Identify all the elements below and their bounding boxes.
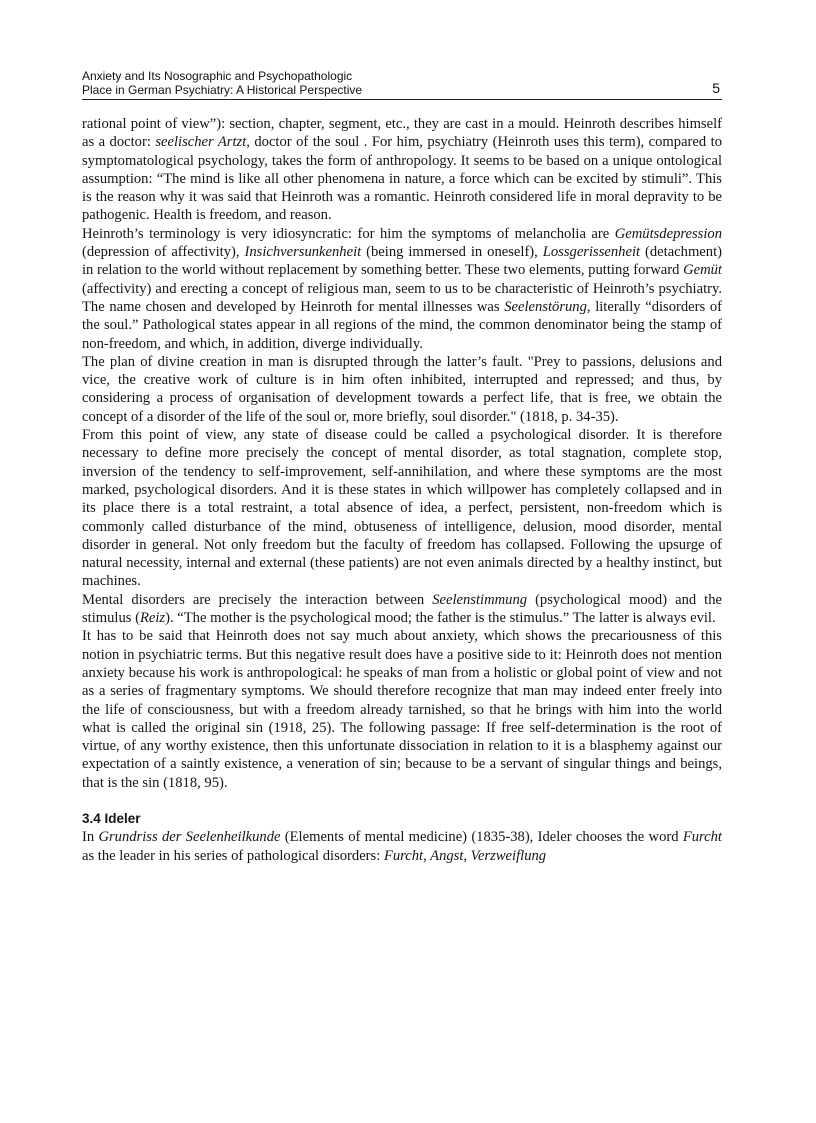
page-number: 5 — [712, 80, 720, 96]
italic-term: Furcht — [682, 829, 722, 846]
text-run: The plan of divine creation in man is disrupted through the latter’s fault. "Prey to passions, delusions and vice, the creative work of culture is in him often inhibited, interrupted and repressed; and thus, by considering a process of organisation of development towards a perfect life, that is free, we obtain the concept of a disorder of the life of the soul or, more briefly, soul disorder." (1818, p. 34-35). — [82, 353, 722, 425]
text-run: , literally “disorders of the soul.” Pathological states appear in all regions of the mind, the common denominator being the stamp of non-freedom, and which, in addition, diverge individually. — [82, 298, 722, 352]
text-run: From this point of view, any state of disease could be called a psychological disorder. It is therefore necessary to define more precisely the concept of mental disorder, as total stagnation, complete stop, inversion of the tendency to self-improvement, self-annihilation, and where these symptoms are the most marked, psychological disorders. And it is these states in which willpower has completely collapsed and in its place there is a total restraint, a total absence of idea, a perfect, persistent, non-freedom which is commonly called disturbance of the mind, obtuseness of intelligence, delusion, mood disorder, mental disorder in general. Not only freedom but the faculty of freedom has collapsed. Following the upsurge of natural necessity, internal and external (these patients) are not even animals directed by a healthy instinct, but machines. — [82, 427, 722, 590]
text-run: In — [82, 829, 99, 846]
italic-term: Gemütsdepression — [614, 225, 722, 242]
paragraph — [82, 591, 722, 628]
italic-term: Gemüt — [683, 262, 722, 279]
running-title-line-2: Place in German Psychiatry: A Historical Perspective — [82, 83, 363, 97]
section-heading: 3.4 Ideler — [82, 811, 141, 827]
text-run: It has to be said that Heinroth does not say much about anxiety, which shows the precariousness of this notion in psychiatric terms. But this negative result does have a positive side to it: Heinroth does not mention anxiety because his work is anthropological: he speaks of man from a holistic or global point of view and not as a series of fragmentary symptoms. We should therefore recognize that man may indeed enter freely into the life of consciousness, but with a freedom already tarnished, so that he brings with him into the world what is called the original sin (1918, 25). The following passage: If free self-determination is the root of virtue, of any worthy existence, then this unfortunate dissociation in relation to it is a blasphemy against our expectation of a saintly existence, a veneration of sin; because to be a servant of singular things and beings, that is the sin (1818, 95). — [82, 628, 722, 791]
running-title-line-1: Anxiety and Its Nosographic and Psychopathologic — [82, 69, 353, 83]
running-header — [82, 69, 722, 100]
text-run: Heinroth’s terminology is very idiosyncratic: for him the symptoms of melancholia are — [82, 225, 615, 242]
italic-term: seelischer Artzt — [155, 134, 247, 151]
text-run: (Elements of mental medicine) (1835-38), Ideler chooses the word — [280, 829, 683, 846]
body-text — [82, 115, 722, 865]
italic-term: Insichversunkenheit — [244, 244, 362, 261]
text-run: (psychological mood) and the stimulus ( — [82, 591, 723, 627]
paragraph — [82, 627, 722, 792]
text-run: , doctor of the soul . For him, psychiatry (Heinroth uses this term), compared to symptomatological psychology, takes the form of anthropology. It seems to be based on a unique ontological assumption: “The mind is like all other phenomena in nature, a force which can be excited by stimuli”. This is the reason why it was said that Heinroth was a romantic. Heinroth considered life in moral depravity to be pathogenic. Health is freedom, and reason. — [82, 134, 722, 224]
italic-term: Reiz — [139, 610, 166, 627]
text-run: rational point of view”): section, chapter, segment, etc., they are cast in a mould. Heinroth describes himself as a doctor: — [82, 116, 722, 151]
text-run: Mental disorders are precisely the interaction between — [82, 591, 433, 608]
text-run: (being immersed in oneself), — [361, 244, 543, 261]
italic-term: Seelenstörung — [504, 298, 587, 315]
text-run: as the leader in his series of pathological disorders: — [82, 847, 384, 864]
paragraph — [82, 225, 722, 353]
italic-term: Furcht, Angst, Verzweiflung — [383, 847, 547, 864]
italic-term: Lossgerissenheit — [542, 244, 641, 261]
text-run: (affectivity) and erecting a concept of religious man, seem to us to be characteristic of Heinroth’s psychiatry. The name chosen and developed by Heinroth for mental illnesses was — [82, 280, 722, 315]
section-paragraph — [82, 828, 722, 865]
running-title — [82, 69, 362, 97]
paragraph — [82, 115, 722, 225]
text-run: (depression of affectivity), — [82, 244, 245, 261]
paragraph — [82, 353, 722, 426]
paragraph — [82, 426, 722, 591]
text-run: ). “The mother is the psychological mood; the father is the stimulus.” The latter is always evil. — [165, 610, 716, 627]
italic-term: Seelenstimmung — [432, 591, 528, 608]
text-run: (detachment) in relation to the world without replacement by something better. These two elements, putting forward — [82, 244, 722, 279]
italic-term: Grundriss der Seelenheilkunde — [98, 829, 281, 846]
